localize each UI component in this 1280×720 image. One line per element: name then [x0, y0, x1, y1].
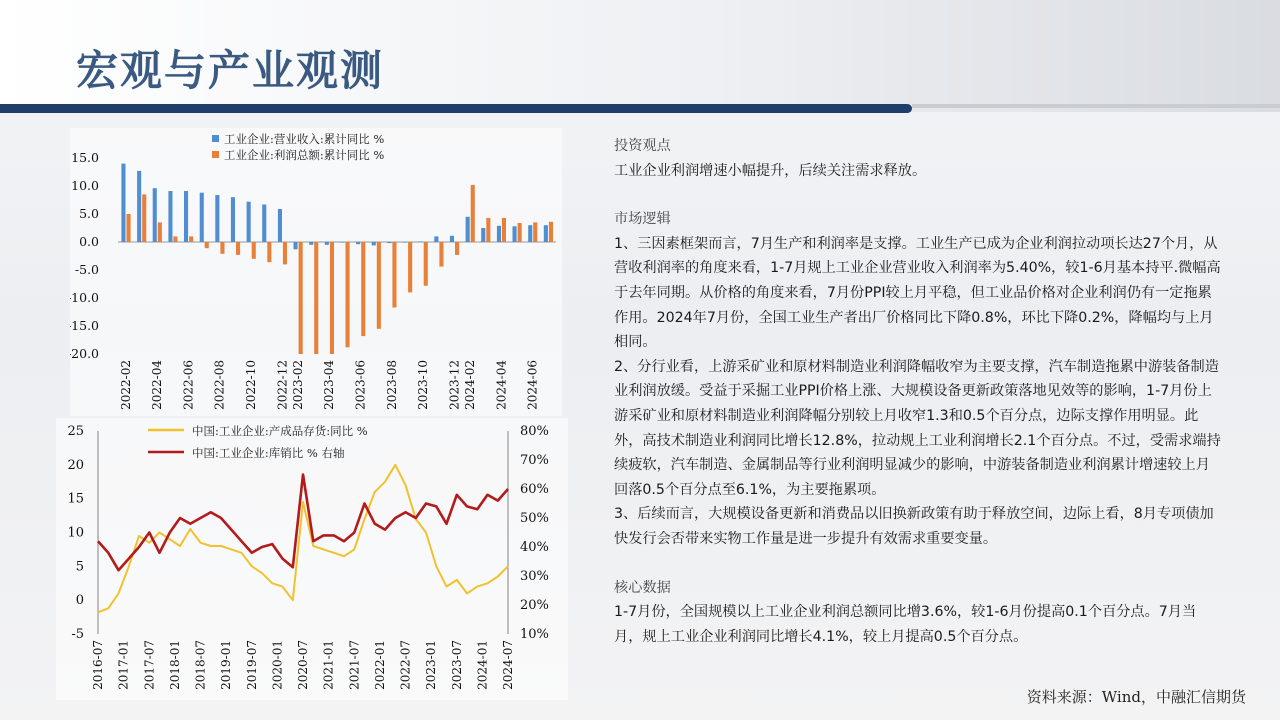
- bar: [283, 242, 287, 264]
- bar: [200, 193, 204, 242]
- x-tick-label: 2016-07: [91, 640, 105, 690]
- bar: [340, 242, 344, 243]
- commentary-panel: [614, 134, 1224, 649]
- x-tick-label: 2021-01: [321, 640, 336, 690]
- legend-label: 中国:工业企业:库销比 % 右轴: [192, 446, 345, 460]
- market-logic-point-2: 2、分行业看，上游采矿业和原材料制造业利润降幅收窄为主要支撑，汽车制造拖累中游装备制造业利润放缓。受益于采掘工业PPI价格上涨、大规模设备更新政策落地见效等的影响，1-7月份上游采矿业和原材料制造业利润降幅分别较上月收窄1.3和0.5个百分点，边际支撑作用明显。此外，高技术制造业利润同比增长12.8%，拉动规上工业利润增长2.1个百分点。不过，受需求端持续疲软，汽车制造、金属制品等行业利润明显减少的影响，中游装备制造业利润累计增速较上月回落0.5个百分点至6.1%，为主要拖累项。: [614, 358, 1221, 498]
- x-tick-label: 2017-07: [142, 640, 157, 690]
- x-tick-label: 2024-02: [462, 360, 477, 410]
- bar: [189, 236, 193, 242]
- bar: [387, 242, 391, 243]
- bar: [533, 222, 537, 242]
- bar: [486, 218, 490, 242]
- bar: [236, 242, 240, 255]
- y-tick-label: -5.0: [74, 262, 99, 277]
- header-divider: [0, 104, 912, 113]
- bar: [408, 242, 412, 292]
- bar: [220, 242, 224, 254]
- bar-chart-svg: [70, 128, 562, 416]
- x-tick-label: 2017-01: [116, 640, 131, 690]
- bar: [231, 197, 235, 242]
- x-tick-label: 2021-07: [347, 640, 362, 690]
- bar: [466, 217, 470, 242]
- bar: [434, 236, 438, 242]
- x-tick-label: 2022-07: [398, 640, 413, 690]
- x-tick-label: 2023-06: [353, 360, 368, 410]
- page-title: 宏观与产业观测: [76, 46, 385, 95]
- y-left-tick-label: 20: [67, 457, 84, 473]
- x-tick-label: 2020-01: [270, 640, 285, 690]
- y-right-tick-label: 20%: [520, 598, 549, 613]
- bar: [513, 226, 517, 242]
- line-chart-svg: [56, 418, 568, 700]
- y-left-tick-label: 10: [67, 525, 84, 541]
- bar: [153, 188, 157, 242]
- y-tick-label: -15.0: [70, 318, 99, 333]
- bar: [278, 209, 282, 242]
- header-divider-light: [912, 104, 1280, 108]
- bar: [424, 242, 428, 286]
- legend-swatch: [212, 151, 219, 158]
- x-tick-label: 2019-01: [219, 640, 234, 690]
- bar: [481, 228, 485, 242]
- bar: [356, 242, 360, 244]
- x-tick-label: 2020-07: [296, 640, 310, 690]
- y-tick-label: 0.0: [79, 234, 99, 249]
- bar: [502, 218, 506, 242]
- bar: [392, 242, 396, 308]
- bar: [330, 242, 334, 354]
- x-tick-label: 2018-07: [193, 640, 208, 690]
- x-tick-label: 2022-04: [150, 360, 165, 410]
- bar: [471, 185, 475, 242]
- x-tick-label: 2022-01: [372, 640, 387, 690]
- x-tick-label: 2022-12: [275, 360, 290, 410]
- bar: [419, 241, 423, 242]
- x-tick-label: 2022-02: [118, 360, 133, 410]
- bar: [314, 242, 318, 354]
- bar: [173, 236, 177, 242]
- bar: [247, 202, 251, 242]
- x-tick-label: 2018-01: [167, 640, 182, 690]
- y-left-tick-label: -5: [71, 627, 84, 642]
- bar: [497, 226, 501, 242]
- bar: [184, 191, 188, 242]
- x-tick-label: 2022-10: [243, 360, 258, 410]
- x-tick-label: 2023-07: [449, 640, 464, 690]
- y-left-tick-label: 25: [67, 424, 84, 439]
- series-line: [98, 465, 508, 613]
- bar: [377, 242, 381, 329]
- y-right-tick-label: 60%: [520, 482, 549, 497]
- bar: [121, 164, 125, 242]
- x-tick-label: 2023-12: [447, 360, 462, 410]
- bar: [372, 242, 376, 245]
- bar: [455, 242, 459, 255]
- y-tick-label: 10.0: [71, 178, 99, 193]
- x-tick-label: 2019-07: [244, 640, 259, 690]
- source-note: 资料来源：Wind，中融汇信期货: [1026, 688, 1246, 706]
- inventory-line-chart: [56, 418, 568, 700]
- x-tick-label: 2023-08: [384, 360, 399, 410]
- market-logic-heading: 市场逻辑: [614, 211, 671, 228]
- y-left-tick-label: 5: [75, 559, 84, 575]
- bar: [168, 191, 172, 242]
- y-right-tick-label: 30%: [520, 569, 549, 584]
- y-right-tick-label: 10%: [520, 627, 549, 642]
- bar: [439, 242, 443, 267]
- bar: [262, 205, 266, 243]
- bar: [528, 225, 532, 242]
- x-tick-label: 2024-07: [501, 640, 515, 690]
- y-left-tick-label: 0: [75, 593, 84, 609]
- x-tick-label: 2023-02: [290, 360, 305, 410]
- y-right-tick-label: 40%: [520, 540, 549, 555]
- bar: [450, 236, 454, 242]
- bar: [158, 222, 162, 242]
- investment-view-heading: 投资观点: [614, 138, 671, 154]
- legend-label: 工业企业:利润总额:累计同比 %: [224, 148, 385, 162]
- bar: [267, 242, 271, 262]
- legend-label: 中国:工业企业:产成品存货:同比 %: [192, 424, 368, 438]
- bar: [215, 195, 219, 242]
- legend-swatch: [212, 135, 219, 142]
- y-tick-label: -10.0: [70, 290, 99, 305]
- bar: [309, 242, 313, 245]
- x-tick-label: 2023-04: [322, 360, 337, 410]
- x-tick-label: 2023-01: [424, 640, 439, 690]
- core-data-body: 1-7月份，全国规模以上工业企业利润总额同比增3.6%，较1-6月份提高0.1个百分点。7月当月，规上工业企业利润同比增长4.1%，较上月提高0.5个百分点。: [614, 604, 1197, 645]
- bar: [549, 222, 553, 242]
- market-logic-point-3: 3、后续而言，大规模设备更新和消费品以旧换新政策有助于释放空间，边际上看，8月专项债加快发行会否带来实物工作量是进一步提升有效需求重要变量。: [614, 506, 1214, 547]
- x-tick-label: 2023-10: [416, 360, 431, 410]
- y-tick-label: -20.0: [70, 346, 99, 361]
- legend-label: 工业企业:营业收入:累计同比 %: [224, 132, 385, 146]
- market-logic-point-1: 1、三因素框架而言，7月生产和利润率是支撑。工业生产已成为企业利润拉动项长达27个月，从营收利润率的角度来看，1-7月规上工业企业营业收入利润率为5.40%，较1-6月基本持平.微幅高于去年同期。从价格的角度来看，7月份PPI较上月平稳，但工业品价格对企业利润仍有一定拖累作用。2024年7月份，全国工业生产者出厂价格同比下降0.8%，环比下降0.2%，降幅均与上月相同。: [614, 235, 1221, 351]
- y-right-tick-label: 80%: [520, 424, 549, 439]
- bar: [346, 242, 350, 347]
- core-data-heading: 核心数据: [614, 579, 671, 596]
- bar: [403, 242, 407, 243]
- x-tick-label: 2024-06: [525, 360, 540, 410]
- bar: [518, 223, 522, 242]
- series-line: [98, 475, 508, 571]
- revenue-profit-bar-chart: [70, 128, 562, 416]
- bar: [294, 242, 298, 249]
- bar: [252, 242, 256, 259]
- bar: [544, 225, 548, 242]
- bar: [127, 214, 131, 242]
- bar: [205, 242, 209, 248]
- x-tick-label: 2024-04: [494, 360, 509, 410]
- y-tick-label: 5.0: [79, 206, 99, 221]
- bar: [299, 242, 303, 354]
- y-right-tick-label: 50%: [520, 511, 549, 526]
- y-left-tick-label: 15: [67, 491, 84, 507]
- y-right-tick-label: 70%: [520, 453, 549, 468]
- bar: [137, 171, 141, 242]
- x-tick-label: 2022-06: [181, 360, 196, 410]
- bar: [361, 242, 365, 336]
- bar: [325, 242, 329, 245]
- investment-view-body: 工业企业利润增速小幅提升，后续关注需求释放。: [614, 162, 927, 179]
- x-tick-label: 2022-08: [212, 360, 227, 410]
- x-tick-label: 2024-01: [475, 640, 490, 690]
- bar: [142, 194, 146, 242]
- y-tick-label: 15.0: [71, 150, 99, 165]
